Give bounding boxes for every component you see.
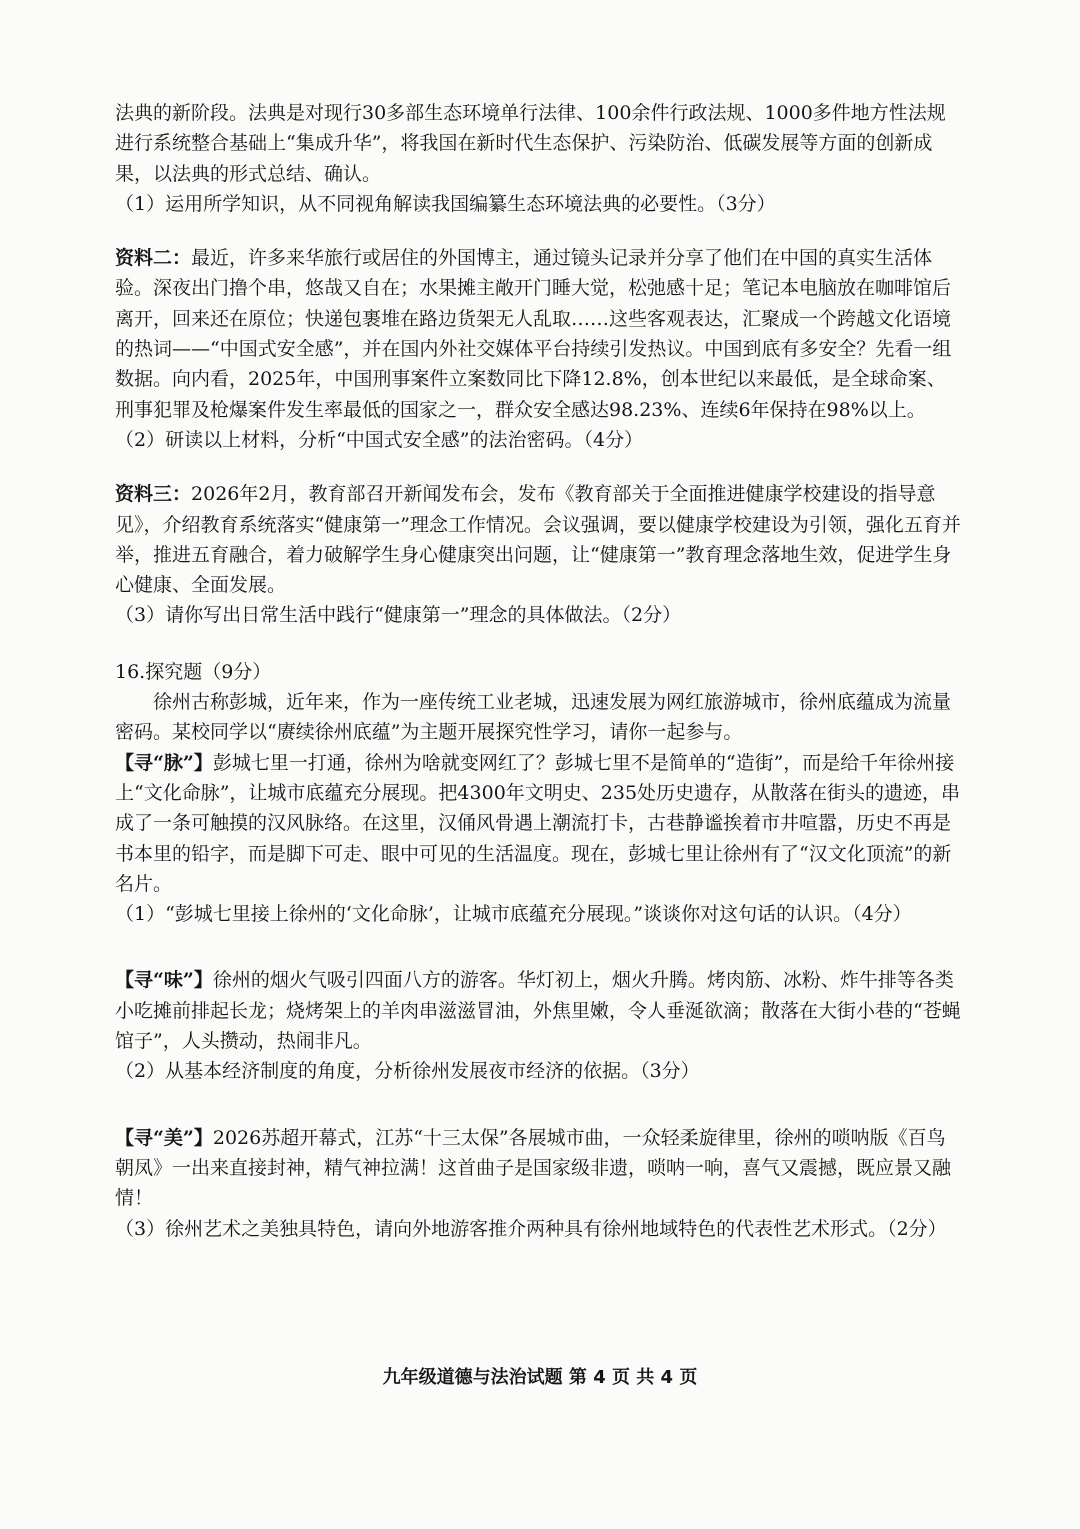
- spacer: [115, 929, 962, 965]
- section-wei-lead: 【寻“味”】: [115, 969, 213, 992]
- section-wei-paragraph: [115, 965, 962, 1056]
- question-16-title: 16.探究题（9分）: [115, 660, 272, 683]
- section-mei-text: 2026苏超开幕式，江苏“十三太保”各展城市曲，一众轻柔旋律里，徐州的唢呐版《百鸟朝凤》一出来直接封神，精气神拉满！这首曲子是国家级非遗，唢呐一响，喜气又震撼，既应景又融情！: [115, 1126, 952, 1210]
- question-1: （1）运用所学知识，从不同视角解读我国编纂生态环境法典的必要性。（3分）: [115, 192, 776, 215]
- question-16-3: （3）徐州艺术之美独具特色，请向外地游客推介两种具有徐州地域特色的代表性艺术形式。（2分）: [115, 1217, 947, 1240]
- material-3-text: 2026年2月，教育部召开新闻发布会，发布《教育部关于全面推进健康学校建设的指导意见》，介绍教育系统落实“健康第一”理念工作情况。会议强调，要以健康学校建设为引领，强化五育并举，推进五育融合，着力破解学生身心健康突出问题，让“健康第一”教育理念落地生效，促进学生身心健康、全面发展。: [115, 483, 961, 597]
- section-mei-paragraph: [115, 1123, 962, 1214]
- material-2-lead: 资料二：: [115, 247, 192, 270]
- spacer: [115, 631, 962, 657]
- section-mai-text: 彭城七里一打通，徐州为啥就变网红了？彭城七里不是简单的“造街”，而是给千年徐州接上“文化命脉”，让城市底蕴充分展现。把4300年文明史、235处历史遗存，从散落在街头的遗迹，串成了一条可触摸的汉风脉络。在这里，汉俑风骨遇上潮流打卡，古巷静谧挨着市井喧嚣，历史不再是书本里的铅字，而是脚下可走、眼中可见的生活温度。现在，彭城七里让徐州有了“汉文化顶流”的新名片。: [115, 751, 961, 895]
- question-16-1: （1）“彭城七里接上徐州的‘文化命脉’，让城市底蕴充分展现。”谈谈你对这句话的认识。（4分）: [115, 903, 912, 926]
- spacer: [115, 1087, 962, 1123]
- question-2: （2）研读以上材料，分析“中国式安全感”的法治密码。（4分）: [115, 428, 644, 451]
- material-2-paragraph: [115, 243, 962, 425]
- page-footer: 九年级道德与法治试题 第 4 页 共 4 页: [382, 1367, 698, 1388]
- section-mai-paragraph: [115, 748, 962, 899]
- material-3-paragraph: [115, 479, 962, 600]
- question-16-2: （2）从基本经济制度的角度，分析徐州发展夜市经济的依据。（3分）: [115, 1060, 700, 1083]
- question-3: （3）请你写出日常生活中践行“健康第一”理念的具体做法。（2分）: [115, 604, 682, 627]
- material-3-lead: 资料三：: [115, 483, 192, 506]
- section-mei-lead: 【寻“美”】: [115, 1126, 213, 1149]
- section-wei-text: 徐州的烟火气吸引四面八方的游客。华灯初上，烟火升腾。烤肉筋、冰粉、炸牛排等各类小吃摊前排起长龙；烧烤架上的羊肉串滋滋冒油，外焦里嫩，令人垂涎欲滴；散落在大街小巷的“苍蝇馆子”，人头攒动，热闹非凡。: [115, 969, 961, 1053]
- spacer: [115, 219, 962, 243]
- question-16-intro: 徐州古称彭城，近年来，作为一座传统工业老城，迅速发展为网红旅游城市，徐州底蕴成为流量密码。某校同学以“赓续徐州底蕴”为主题开展探究性学习，请你一起参与。: [115, 691, 952, 744]
- intro-paragraph: 法典的新阶段。法典是对现行30多部生态环境单行法律、100余件行政法规、1000多件地方性法规进行系统整合基础上“集成升华”，将我国在新时代生态保护、污染防治、低碳发展等方面的创新成果，以法典的形式总结、确认。: [115, 102, 946, 185]
- spacer: [115, 455, 962, 479]
- section-mai-lead: 【寻“脉”】: [115, 751, 213, 774]
- material-2-text: 最近，许多来华旅行或居住的外国博主，通过镜头记录并分享了他们在中国的真实生活体验。深夜出门撸个串，悠哉又自在；水果摊主敞开门睡大觉，松弛感十足；笔记本电脑放在咖啡馆后离开，回来还在原位；快递包裹堆在路边货架无人乱取……这些客观表达，汇聚成一个跨越文化语境的热词——“中国式安全感”，并在国内外社交媒体平台持续引发热议。中国到底有多安全？先看一组数据。向内看，2025年，中国刑事案件立案数同比下降12.8%，创本世纪以来最低，是全球命案、刑事犯罪及枪爆案件发生率最低的国家之一，群众安全感达98.23%、连续6年保持在98%以上。: [115, 247, 952, 421]
